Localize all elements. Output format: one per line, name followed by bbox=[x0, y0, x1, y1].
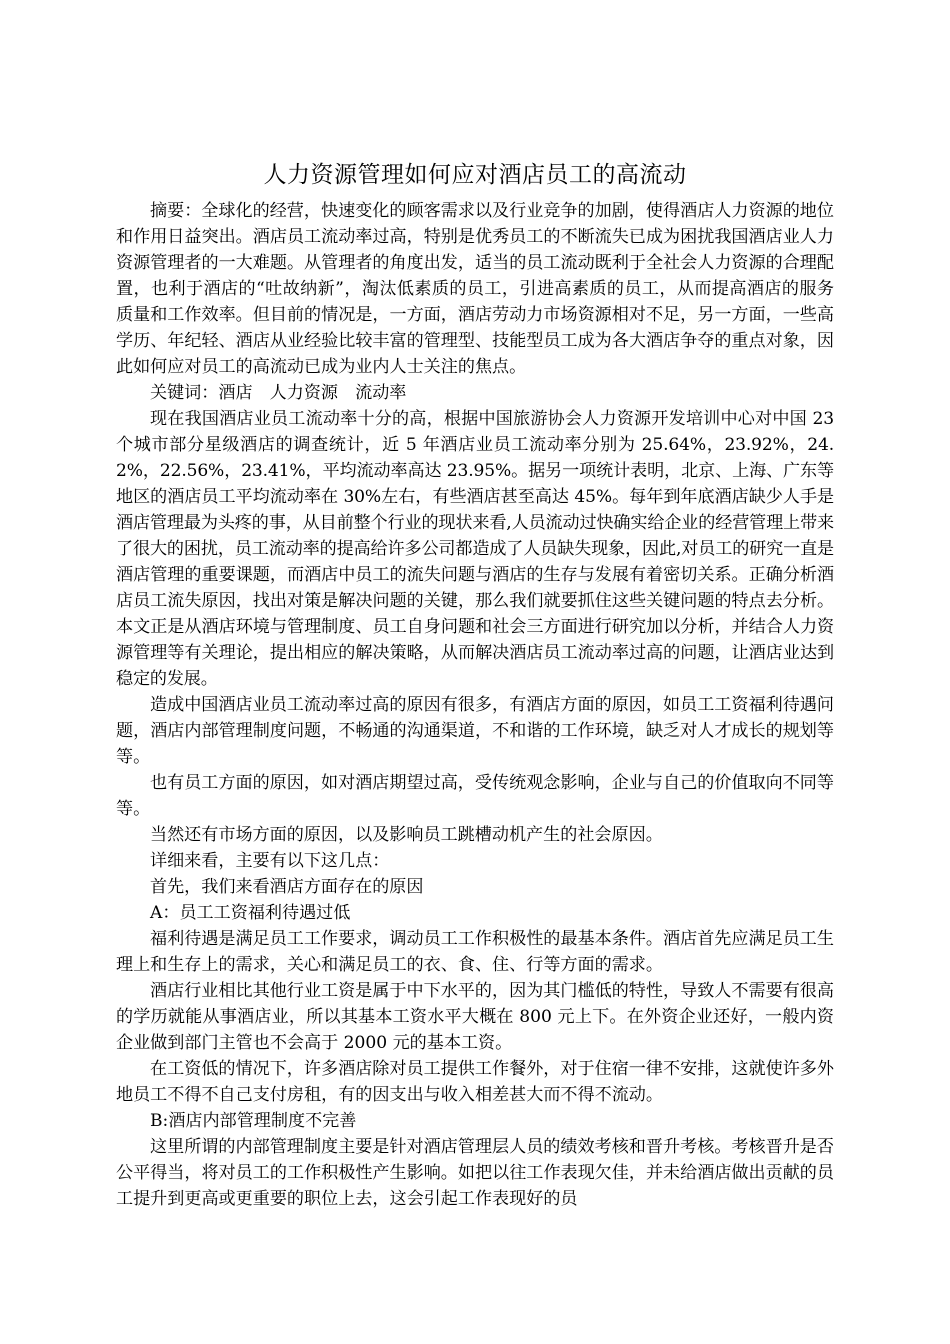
section-heading: 首先，我们来看酒店方面存在的原因 bbox=[150, 877, 424, 897]
body-paragraph: 当然还有市场方面的原因，以及影响员工跳槽动机产生的社会原因。 bbox=[150, 825, 663, 845]
abstract-paragraph: 摘要：全球化的经营，快速变化的顾客需求以及行业竞争的加剧，使得酒店人力资源的地位和作用日益突出。酒店员工流动率过高，特别是优秀员工的不断流失已成为困扰我国酒店业人力资源管理者的一大难题。从管理者的角度出发，适当的员工流动既利于全社会人力资源的合理配置，也利于酒店的“吐故纳新”，淘汰低素质的员工，引进高素质的员工，从而提高酒店的服务质量和工作效率。但目前的情况是，一方面，酒店劳动力市场资源相对不足，另一方面，一些高学历、年纪轻、酒店从业经验比较丰富的管理型、技能型员工成为各大酒店争夺的重点对象，因此如何应对员工的高流动已成为业内人士关注的焦点。 bbox=[116, 201, 834, 377]
document-page bbox=[116, 158, 834, 1212]
keywords-paragraph: 关键词：酒店 人力资源 流动率 bbox=[150, 383, 407, 403]
body-paragraph: 福利待遇是满足员工工作要求，调动员工工作积极性的最基本条件。酒店首先应满足员工生理上和生存上的需求，关心和满足员工的衣、食、住、行等方面的需求。 bbox=[116, 929, 834, 975]
body-paragraph: 造成中国酒店业员工流动率过高的原因有很多，有酒店方面的原因，如员工工资福利待遇问题，酒店内部管理制度问题，不畅通的沟通渠道，不和谐的工作环境，缺乏对人才成长的规划等等。 bbox=[116, 695, 834, 767]
body-paragraph: 现在我国酒店业员工流动率十分的高，根据中国旅游协会人力资源开发培训中心对中国 23 个城市部分星级酒店的调查统计，近 5 年酒店业员工流动率分别为 25.64%，23.92%，24.2%，22.56%，23.41%，平均流动率高达 23.95%。据另一项统计表明，北京、上海、广东等地区的酒店员工平均流动率在 30%左右，有些酒店甚至高达 45%。每年到年底酒店缺少人手是酒店管理最为头疼的事，从目前整个行业的现状来看,人员流动过快确实给企业的经营管理上带来了很大的困扰，员工流动率的提高给许多公司都造成了人员缺失现象，因此,对员工的研究一直是酒店管理的重要课题，而酒店中员工的流失问题与酒店的生存与发展有着密切关系。正确分析酒店员工流失原因，找出对策是解决问题的关键，那么我们就要抓住这些关键问题的特点去分析。本文正是从酒店环境与管理制度、员工自身问题和社会三方面进行研究加以分析，并结合人力资源管理等有关理论，提出相应的解决策略，从而解决酒店员工流动率过高的问题，让酒店业达到稳定的发展。 bbox=[116, 409, 834, 689]
document-title: 人力资源管理如何应对酒店员工的高流动 bbox=[263, 162, 687, 188]
body-paragraph: 酒店行业相比其他行业工资是属于中下水平的，因为其门槛低的特性，导致人不需要有很高的学历就能从事酒店业，所以其基本工资水平大概在 800 元上下。在外资企业还好，一般内资企业做到部门主管也不会高于 2000 元的基本工资。 bbox=[116, 981, 834, 1053]
body-paragraph: 这里所谓的内部管理制度主要是针对酒店管理层人员的绩效考核和晋升考核。考核晋升是否公平得当，将对员工的工作积极性产生影响。如把以往工作表现欠佳，并未给酒店做出贡献的员工提升到更高或更重要的职位上去，这会引起工作表现好的员 bbox=[116, 1137, 834, 1209]
body-paragraph: 在工资低的情况下，许多酒店除对员工提供工作餐外，对于住宿一律不安排，这就使许多外地员工不得不自己支付房租，有的因支出与收入相差甚大而不得不流动。 bbox=[116, 1059, 834, 1105]
body-paragraph: 详细来看，主要有以下这几点： bbox=[150, 851, 390, 871]
subsection-heading: A：员工工资福利待遇过低 bbox=[150, 903, 351, 923]
subsection-heading: B:酒店内部管理制度不完善 bbox=[150, 1111, 357, 1131]
body-paragraph: 也有员工方面的原因，如对酒店期望过高，受传统观念影响，企业与自己的价值取向不同等等。 bbox=[116, 773, 834, 819]
